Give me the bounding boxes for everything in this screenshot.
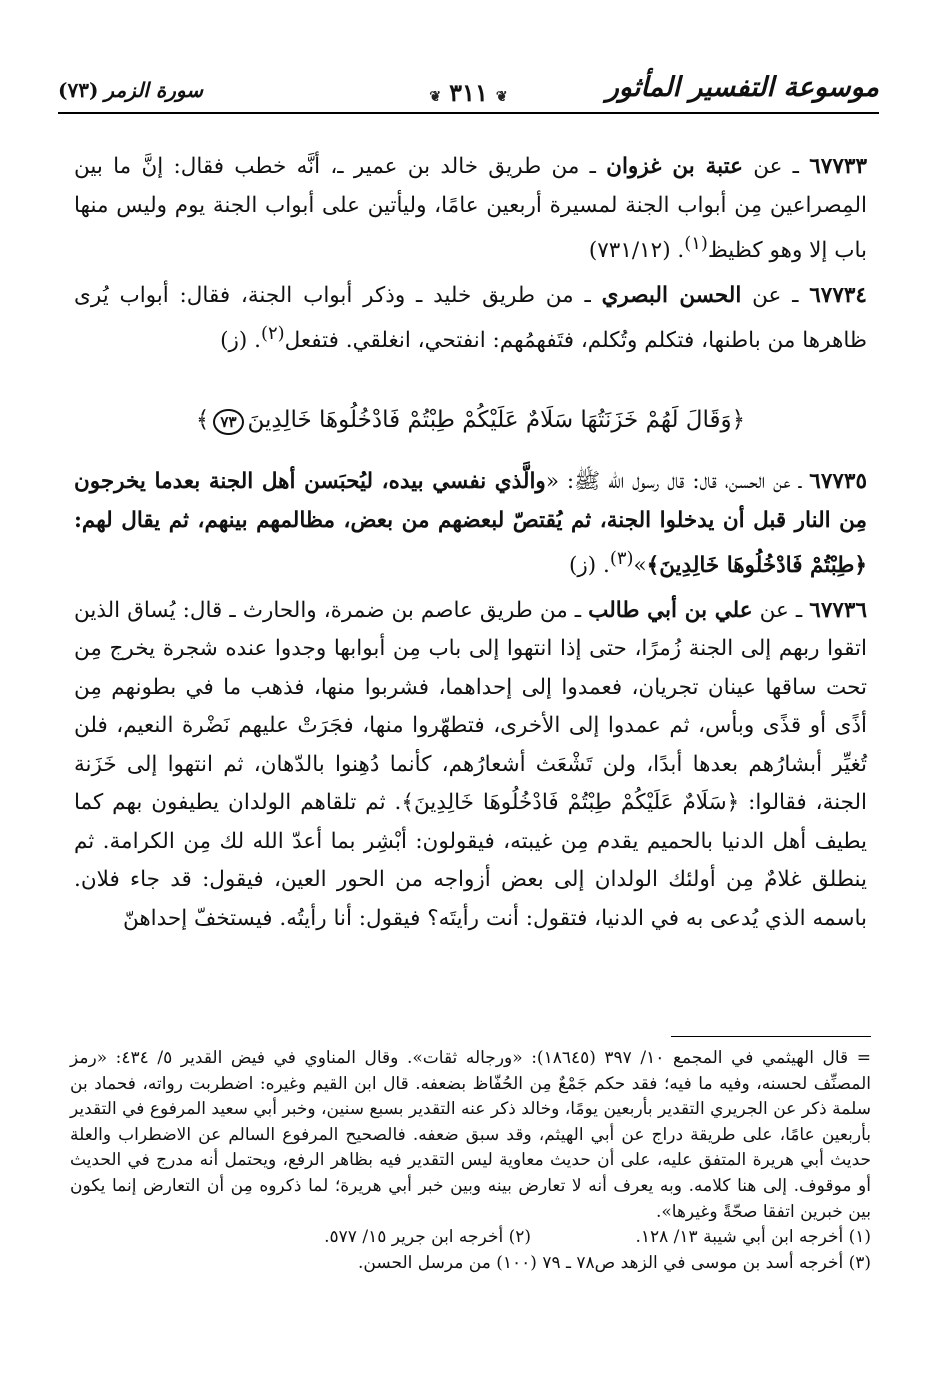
footnote-separator — [671, 1036, 871, 1037]
verse-range: (٧٣) — [58, 78, 99, 102]
entry-narrator: الحسن البصري — [601, 282, 742, 308]
entry-67734 — [74, 277, 867, 361]
ornament-icon: ❦ — [495, 89, 508, 105]
footnotes — [70, 1046, 871, 1276]
entry-67735 — [74, 463, 867, 586]
verse-close: ﴾ — [195, 406, 210, 433]
entry-number: ٦٧٧٣٤ — [809, 282, 867, 308]
entry-narrator: علي بن أبي طالب — [588, 597, 753, 623]
page-header — [58, 68, 879, 110]
entry-number: ٦٧٧٣٣ — [809, 154, 867, 179]
header-rule — [58, 112, 879, 114]
footnote-2: (٢) أخرجه ابن جرير ١٥/ ٥٧٧. — [324, 1227, 531, 1248]
main-text — [74, 148, 867, 944]
entry-intro: ـ عن — [752, 597, 810, 623]
footnote-continued: = قال الهيثمي في المجمع ١٠/ ٣٩٧ (١٨٦٤٥): «ورجاله ثقات». وقال المناوي في فيض القدير ٥/ ٤٣٤: «رمز المصنِّف لحسنه، وفيه ما فيه؛ فقد حكم جَمْعٌ مِن الحُفّاظ بضعفه. قال ابن القيم وغيره: اضطربت رواته، فحماد بن سلمة ذكر عن الجريري التقدير بأربعين يومًا، وخالد ذكر عنه التقدير بسبع سنين، وخبر أبي سعيد المرفوع في التقدير بأربعين عامًا، على طريقة دراج عن أبي الهيثم، وقد سبق ضعفه. فالصحيح المرفوع السالم عن الاضطراب والعلة حديث أبي هريرة المتفق عليه، على أن حديث معاوية ليس التقدير فيه بظاهر الرفع، ويحتمل أنه مدرج في الحديث أو موقوف. إلى هنا كلامه. وبه يعرف أنه لا تعارض بينه وبين خبر أبي هريرة؛ لما ذكروه مِن أن التعارض إنما يكون بين خبرين اتفقا صحّةً وغيرها». — [70, 1048, 871, 1222]
page-number-block — [421, 78, 515, 107]
footnote-3: (٣) أخرجه أسد بن موسى في الزهد ص٧٨ ـ ٧٩ (١٠٠) من مرسل الحسن. — [357, 1252, 871, 1273]
ornament-icon: ❦ — [429, 89, 442, 105]
entry-tail: . (٧٣١/١٢) — [588, 238, 685, 264]
sura-label — [58, 78, 203, 102]
entry-intro: ـ عن — [741, 282, 810, 308]
entry-number: ٦٧٧٣٦ — [809, 597, 868, 623]
footnote-ref: (٢) — [260, 323, 285, 345]
entry-narrator: عتبة بن غزوان — [606, 154, 743, 179]
entry-67736 — [74, 592, 867, 939]
entry-text: ـ من طريق عاصم بن ضمرة، والحارث ـ قال: يُساق الذين اتقوا ربهم إلى الجنة زُمرًا، حتى إذا انتهوا إلى باب مِن أبوابها وجدوا عنده شجرة يخرج مِن تحت ساقها عينان تجريان، فعمدوا إلى إحداهما، فشربوا منها، فذهب ما في بطونهم مِن أذًى أو قذًى وبأس، ثم عمدوا إلى الأخرى، فتطهّروا منها، فجَرَتْ عليهم نَضْرة النعيم، فلن تُغيِّر أبشارُهم بعدها أبدًا، ولن تَشْعَث أشعارُهم، كأنما دُهِنوا بالدّهان، ثم انتهوا إلى خَزَنة الجنة، فقالوا: ﴿سَلَامٌ عَلَيْكُمْ طِبْتُمْ فَادْخُلُوهَا خَالِدِينَ﴾. ثم تلقاهم الولدان يطيفون بهم كما يطيف أهل الدنيا بالحميم يقدم مِن غيبته، فيقولون: أبْشِر بما أعدّ الله لك مِن الكرامة. ثم ينطلق غلامٌ مِن أولئك الولدان إلى بعض أزواجه من الحور العين، فيقول: قد جاء فلان. باسمه الذي يُدعى به في الدنيا، فتقول: أنت رأيتَه؟ فيقول: أنا رأيتُه. فيستخفّ إحداهنّ — [74, 597, 867, 931]
hadith-close: » — [633, 553, 647, 579]
quran-verse — [74, 401, 867, 440]
sura-name: سورة الزمر — [104, 78, 204, 102]
entry-text: ـ من طريق خالد بن عمير ـ، أنَّه خطب فقال: إنَّ ما بين المِصراعين مِن أبواب الجنة لمسيرة أربعين عامًا، وليأتين على أبواب الجنة يوم وليس منها باب إلا وهو كظيظ — [74, 154, 867, 264]
entry-number: ٦٧٧٣٥ — [809, 469, 868, 495]
footnote-ref: (١) — [684, 233, 708, 254]
page-number: ٣١١ — [449, 78, 488, 107]
hadith-matn: والَّذي نفسي بيده، ليُحبَسن أهل الجنة بعدما يخرجون مِن النار قبل أن يدخلوا الجنة، ثم يُقتصّ لبعضهم من بعض، مظالمهم بينهم، ثم يقال لهم: ﴿طِبْتُمْ فَادْخُلُوهَا خَالِدِينَ﴾ — [74, 469, 867, 579]
entry-tail: . (ز) — [568, 553, 610, 579]
book-title: موسوعة التفسير المأثور — [605, 72, 879, 103]
verse-text: ﴿وَقَالَ لَهُمْ خَزَنَتُهَا سَلَامٌ عَلَيْكُمْ طِبْتُمْ فَادْخُلُوهَا خَالِدِينَ — [247, 406, 746, 433]
verse-number-marker: ٧٣ — [213, 409, 243, 435]
entry-text: ـ من طريق خليد ـ وذكر أبواب الجنة، فقال: أبواب يُرى ظاهرها من باطنها، فتكلم وتُكلم، فتَفهمُهم: انفتحي، انغلقي. فتفعل — [74, 282, 867, 354]
entry-intro: ـ عن الحسن، قال: قال رسول الله ﷺ: « — [545, 469, 810, 495]
footnote-row — [70, 1225, 871, 1251]
footnote-ref: (٣) — [609, 548, 634, 570]
entry-tail: . (ز) — [220, 328, 261, 354]
footnote-1: (١) أخرجه ابن أبي شيبة ١٣/ ١٢٨. — [635, 1227, 871, 1248]
entry-67733 — [74, 148, 867, 271]
entry-intro: ـ عن — [742, 154, 810, 179]
